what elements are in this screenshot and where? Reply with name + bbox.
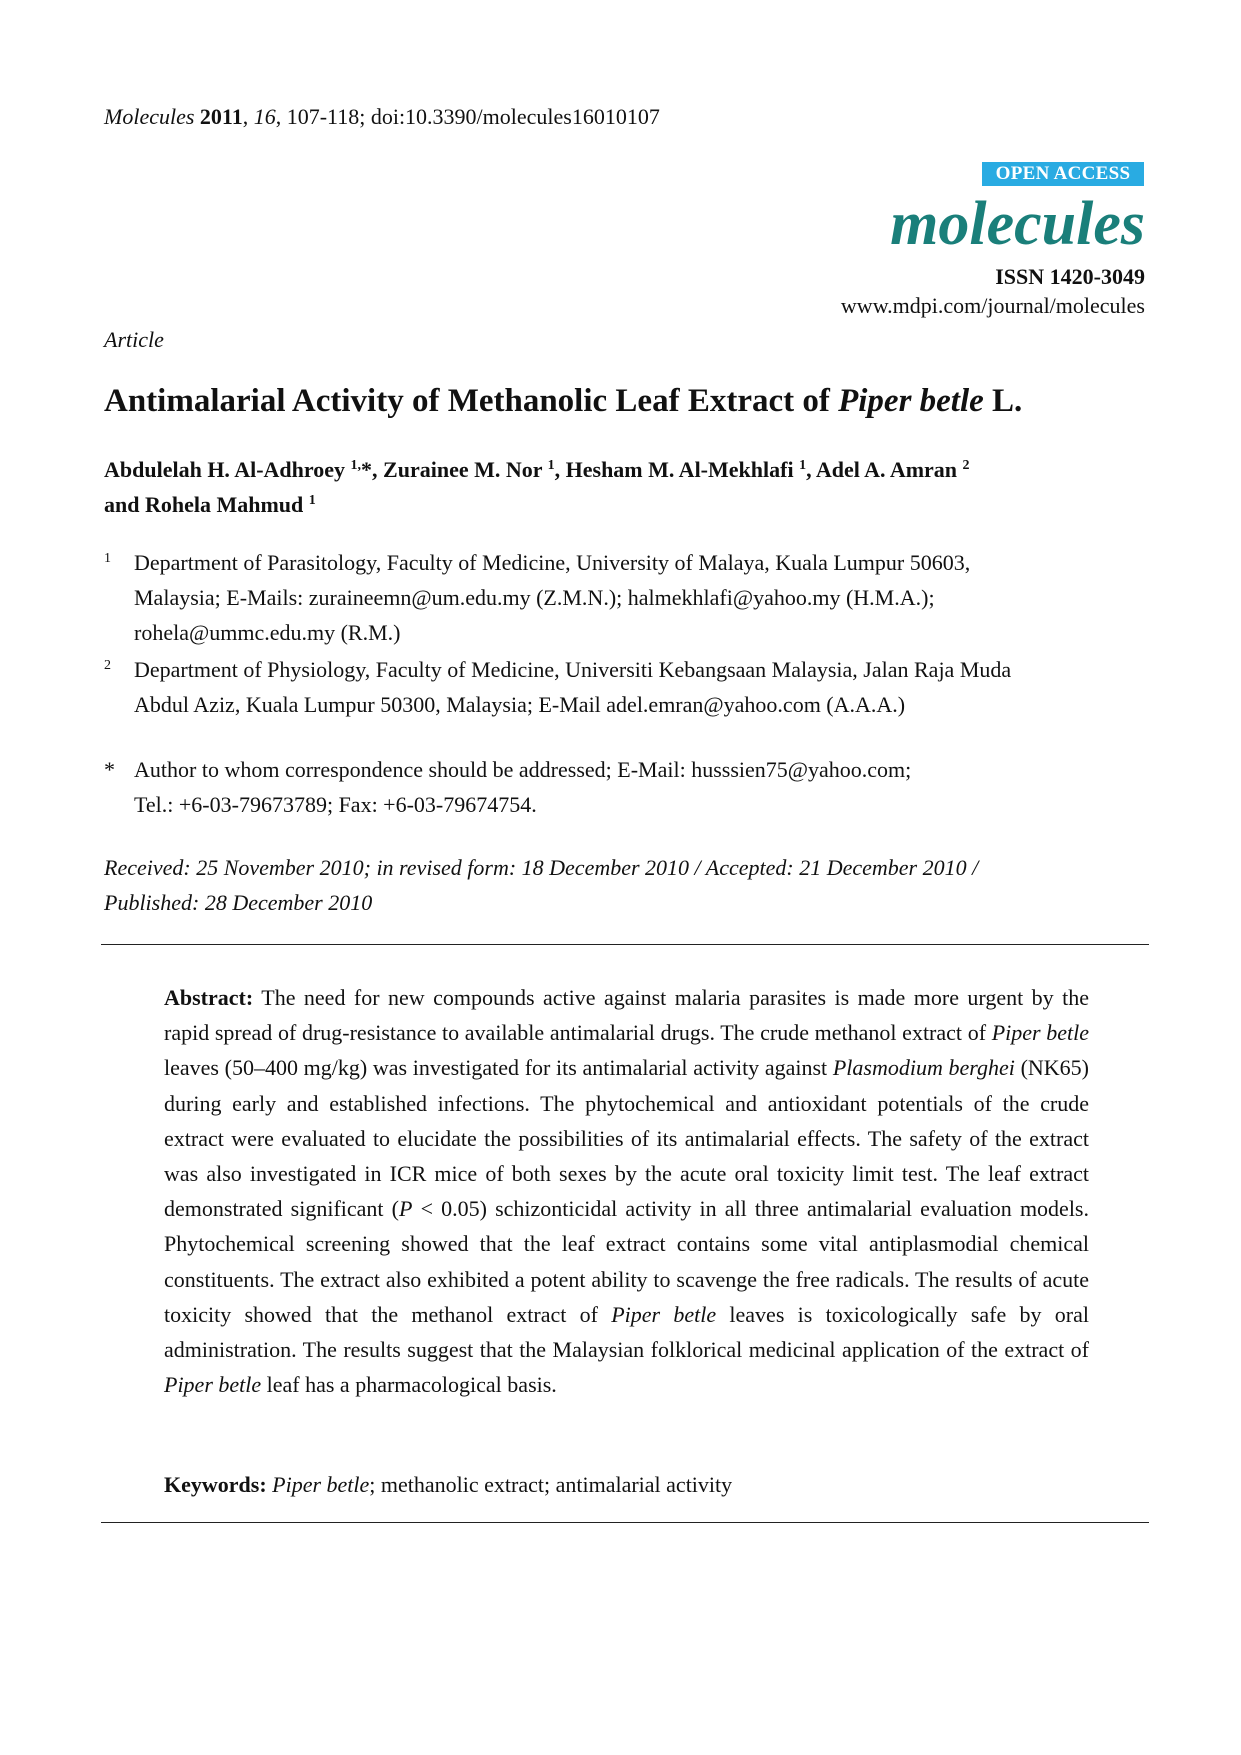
title-part-2: L. (983, 383, 1023, 419)
citation-pages-doi: , 107-118; doi:10.3390/molecules16010107 (275, 104, 660, 129)
citation-journal: Molecules (104, 104, 195, 129)
publication-dates (104, 850, 1154, 920)
correspondence-line: Author to whom correspondence should be addressed; E-Mail: husssien75@yahoo.com; (134, 757, 912, 782)
abstract-italic: Piper betle (991, 1020, 1090, 1046)
affiliation-line: Department of Parasitology, Faculty of Medicine, University of Malaya, Kuala Lumpur 50603, (134, 550, 971, 575)
keywords-rest: ; methanolic extract; antimalarial activity (369, 1472, 733, 1497)
correspondence-line: Tel.: +6-03-79673789; Fax: +6-03-79674754. (134, 792, 537, 817)
affiliation-2 (104, 652, 1154, 722)
abstract-italic: Piper betle (611, 1301, 717, 1327)
author-name: Zurainee M. Nor (383, 457, 543, 482)
affiliation-line: Abdul Aziz, Kuala Lumpur 50300, Malaysia; E-Mail adel.emran@yahoo.com (A.A.A.) (134, 692, 906, 717)
author-affiliation-mark: 1 (799, 458, 807, 473)
bottom-divider (101, 1522, 1149, 1523)
dates-line-1: Received: 25 November 2010; in revised form: 18 December 2010 / Accepted: 21 December 2010 / (104, 855, 979, 880)
corresponding-star: * (361, 457, 373, 482)
author-affiliation-mark: 2 (962, 458, 970, 473)
author-affiliation-mark: 1 (308, 493, 316, 508)
abstract-text: leaves is toxicologically safe by oral administration. The results suggest that the Malaysian folklorical medicinal application of the extract of (164, 1301, 1089, 1363)
correspondence-star: * (104, 757, 115, 782)
abstract (164, 980, 1089, 1402)
affiliation-line: Department of Physiology, Faculty of Medicine, Universiti Kebangsaan Malaysia, Jalan Raja Muda (134, 657, 1012, 682)
keywords (164, 1470, 1089, 1500)
citation-volume: 16 (253, 104, 276, 129)
author-name: Hesham M. Al-Mekhlafi (565, 457, 794, 482)
top-divider (101, 944, 1149, 945)
citation-line: Molecules 2011, 16, 107-118; doi:10.3390/molecules16010107 (104, 104, 660, 129)
journal-issn: ISSN 1420-3049 (995, 264, 1145, 289)
title-species: Piper betle (838, 383, 984, 419)
author-list: Abdulelah H. Al-Adhroey $^{1,}$*, Zurainee M. Nor $^1$, Hesham M. Al-Mekhlafi $^1$, Adel A. Amran $^2$ and Rohela Mahmud $^1$ (104, 457, 970, 517)
dates-line-2: Published: 28 December 2010 (104, 890, 373, 915)
journal-logo: molecules (890, 190, 1145, 258)
author-name: Abdulelah H. Al-Adhroey (104, 457, 346, 482)
abstract-label: Abstract: (164, 985, 254, 1010)
open-access-badge: OPEN ACCESS (982, 162, 1144, 186)
abstract-italic: Piper betle (164, 1372, 262, 1398)
keyword-italic: Piper betle (272, 1472, 370, 1497)
abstract-text: (NK65) during early and established infections. The phytochemical and antioxidant potentials of the crude extract were evaluated to elucidate the possibilities of its antimalarial effects. The safety of the extract was also investigated in ICR mice of both sexes by the acute oral toxicity limit test. The leaf extract demonstrated significant ( (164, 1055, 1090, 1222)
abstract-text: The need for new compounds active against malaria parasites is made more urgent by the rapid spread of drug-resistance to available antimalarial drugs. The crude methanol extract of (164, 985, 1089, 1046)
paper-title (104, 381, 1022, 421)
article-type: Article (104, 327, 164, 352)
affiliation-line: Malaysia; E-Mails: zuraineemn@um.edu.my (Z.M.N.); halmekhlafi@yahoo.my (H.M.A.); (134, 585, 935, 610)
abstract-text: leaf has a pharmacological basis. (261, 1372, 557, 1398)
author-affiliation-mark: 1 (547, 458, 555, 473)
author-affiliation-mark: 1, (350, 458, 362, 473)
affiliation-1 (104, 545, 1154, 650)
affiliation-mark: 2 (104, 658, 111, 673)
abstract-text: < 0.05) schizonticidal activity in all three antimalarial evaluation models. Phytochemical screening showed that the leaf extract contains some vital antiplasmodial chemical constituents. The extract also exhibited a potent ability to scavenge the free radicals. The results of acute toxicity showed that the methanol extract of (164, 1196, 1089, 1327)
correspondence-note (104, 752, 1154, 822)
author-name: Adel A. Amran (815, 457, 958, 482)
affiliation-line: rohela@ummc.edu.my (R.M.) (134, 620, 401, 645)
journal-url[interactable]: www.mdpi.com/journal/molecules (840, 293, 1145, 318)
abstract-italic: Plasmodium berghei (832, 1055, 1015, 1081)
abstract-italic: P (398, 1196, 413, 1222)
abstract-text: leaves (50–400 mg/kg) was investigated for its antimalarial activity against (164, 1055, 833, 1081)
authors-connector: and (104, 492, 140, 517)
title-part-1: Antimalarial Activity of Methanolic Leaf Extract of (104, 383, 839, 419)
author-name: Rohela Mahmud (144, 492, 304, 517)
citation-year: 2011 (199, 104, 243, 129)
affiliation-mark: 1 (104, 551, 111, 566)
keywords-label: Keywords: (164, 1472, 267, 1497)
